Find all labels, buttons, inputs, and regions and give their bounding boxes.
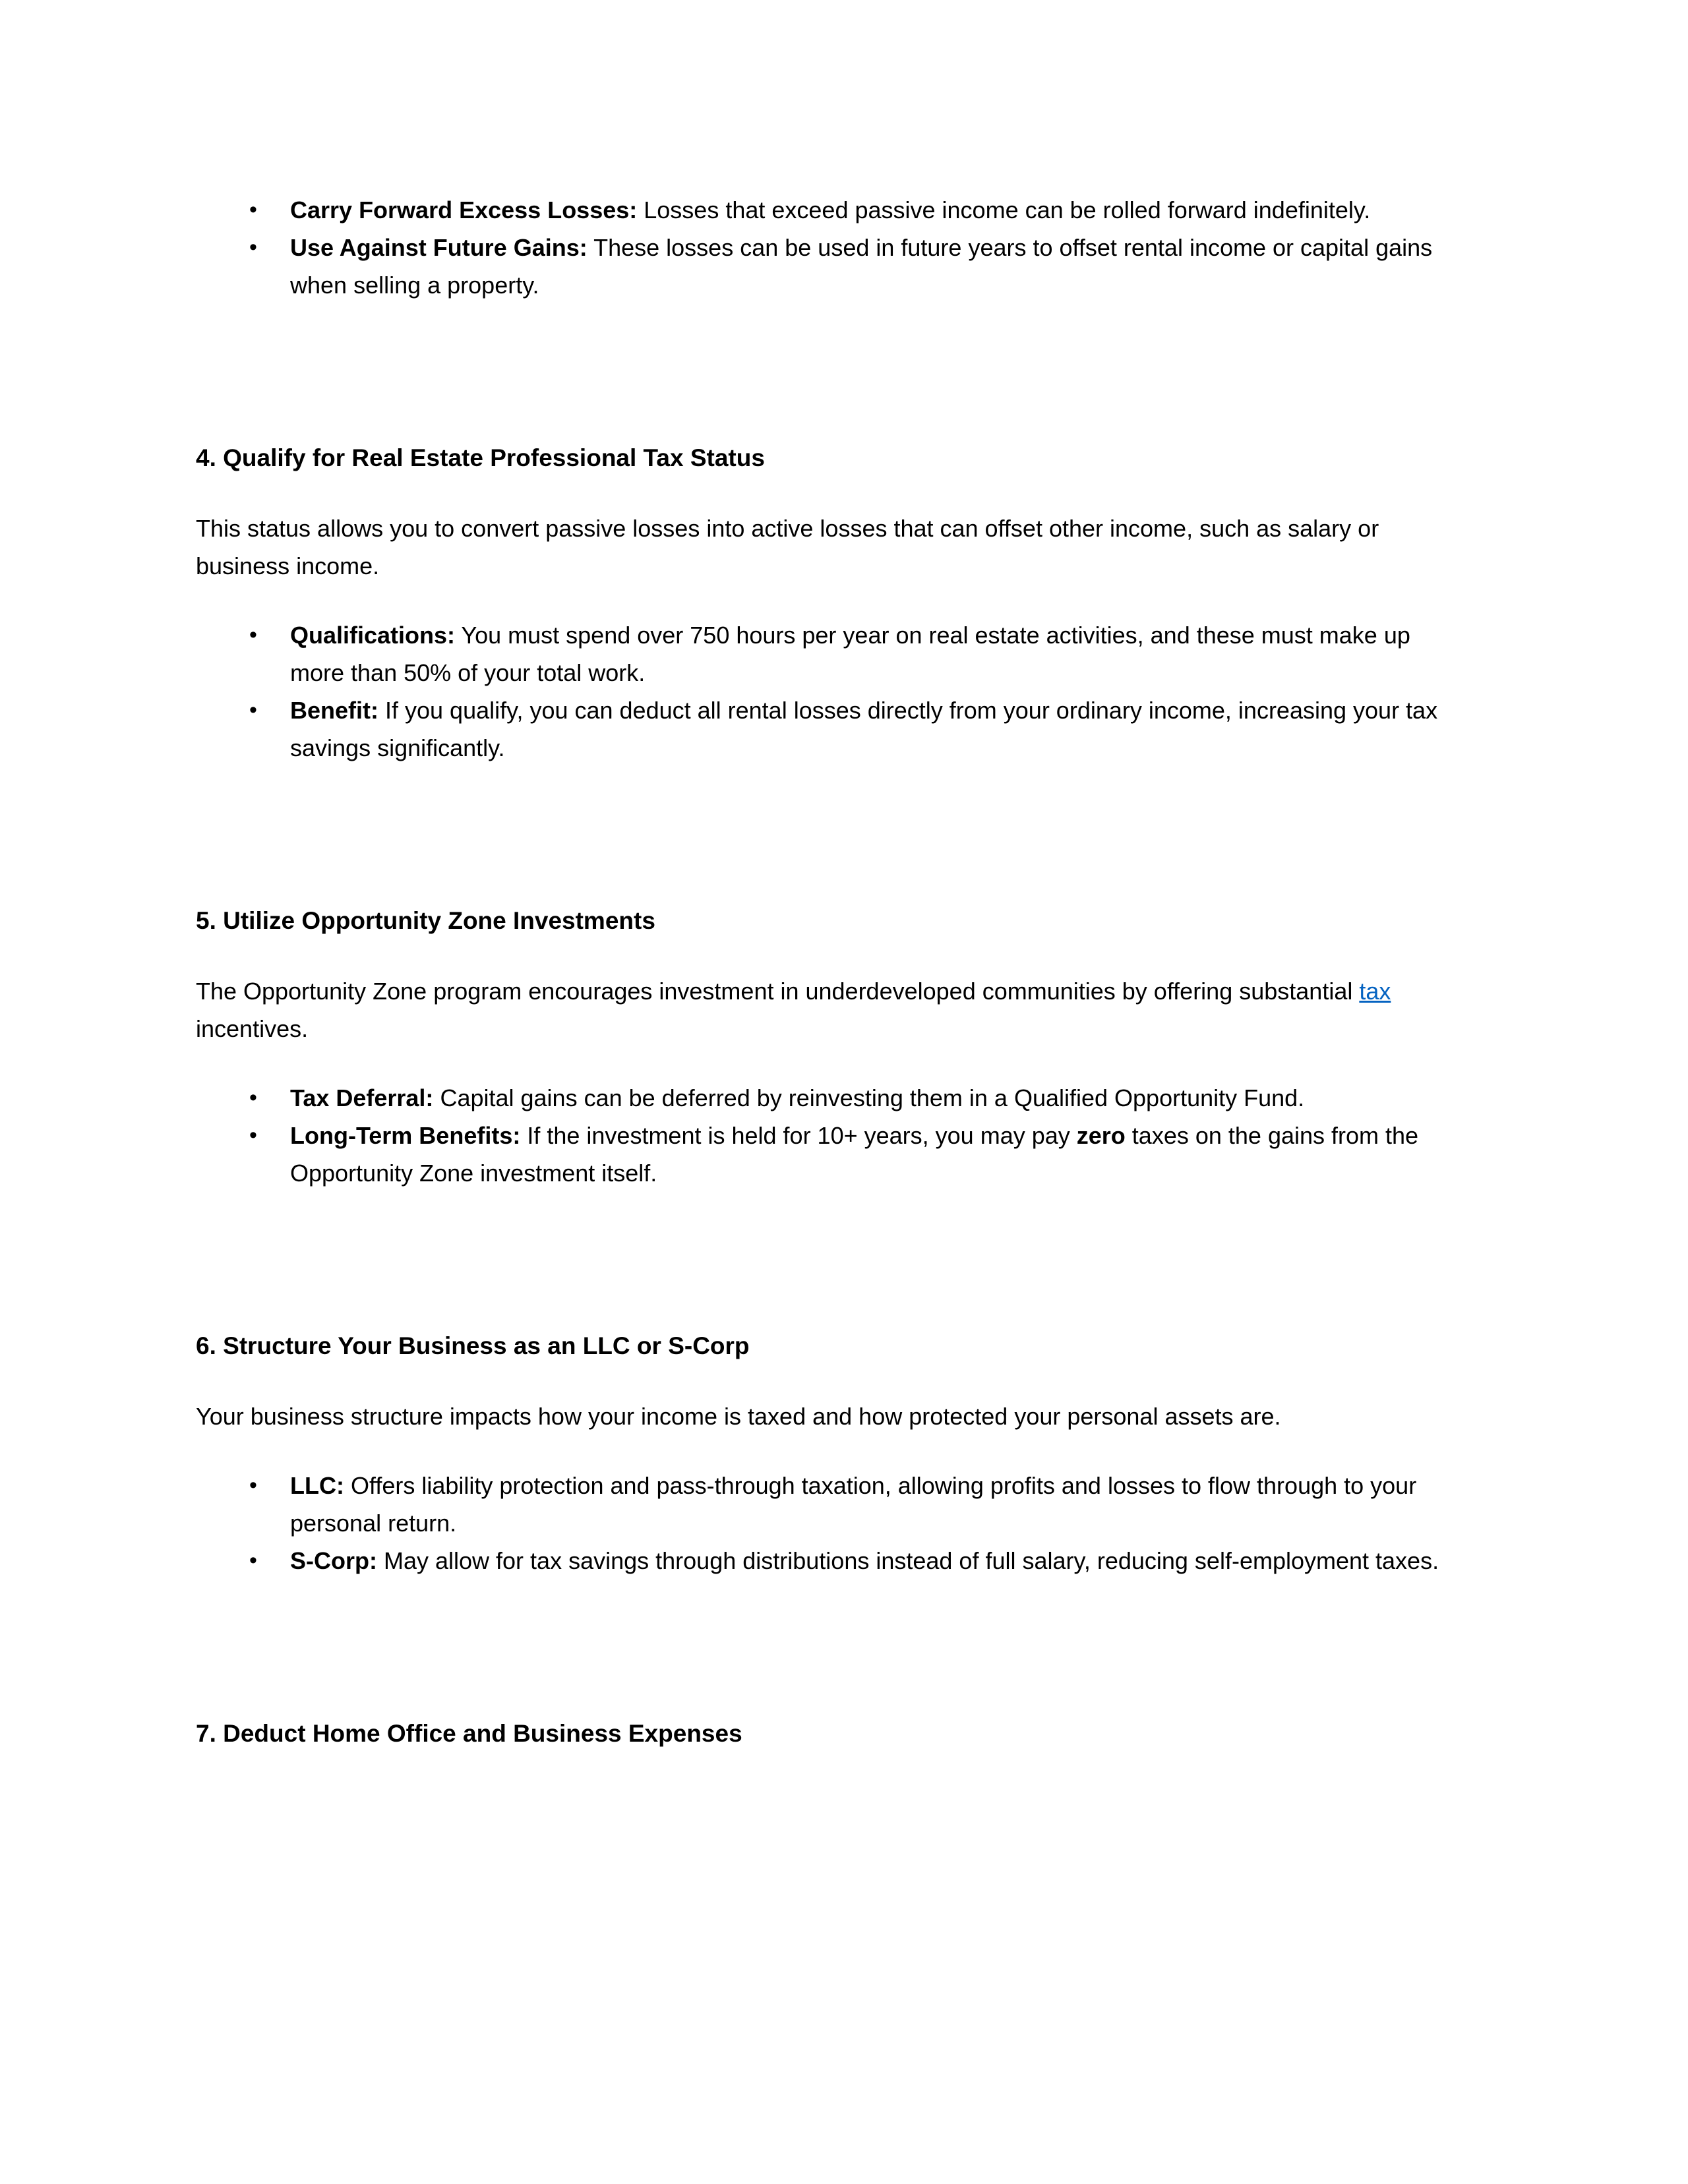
paragraph-text: incentives. bbox=[196, 1015, 309, 1042]
bullet-label: Carry Forward Excess Losses: bbox=[290, 196, 638, 223]
bullet-text: You must spend over 750 hours per year on real estate activities, and these must make up more than 50% of your total work. bbox=[290, 622, 1410, 686]
bullet-label: Tax Deferral: bbox=[290, 1084, 434, 1111]
bullet-label: Long-Term Benefits: bbox=[290, 1122, 521, 1149]
bullet-text: These losses can be used in future years to offset rental income or capital gains when selling a property. bbox=[290, 234, 1433, 299]
section-heading-5: 5. Utilize Opportunity Zone Investments bbox=[196, 907, 655, 934]
list-item bbox=[290, 1117, 1444, 1192]
list-item bbox=[290, 1542, 1444, 1579]
section-bullet-list-5 bbox=[196, 1079, 1444, 1192]
section-paragraph-6: Your business structure impacts how your income is taxed and how protected your personal assets are. bbox=[196, 1403, 1281, 1430]
section-heading-6: 6. Structure Your Business as an LLC or S-Corp bbox=[196, 1332, 750, 1359]
section-heading-7: 7. Deduct Home Office and Business Expenses bbox=[196, 1720, 742, 1747]
tax-link[interactable]: tax bbox=[1359, 978, 1391, 1005]
section-bullet-list-4 bbox=[196, 616, 1444, 767]
bullet-text: If the investment is held for 10+ years, you may pay bbox=[520, 1122, 1077, 1149]
carryover-bullet-list bbox=[196, 191, 1444, 304]
bullet-label: S-Corp: bbox=[290, 1547, 377, 1574]
list-item bbox=[290, 191, 1444, 229]
section-bullet-list-6 bbox=[196, 1467, 1444, 1579]
list-item bbox=[290, 692, 1444, 767]
list-item bbox=[290, 1467, 1444, 1542]
bullet-label: Use Against Future Gains: bbox=[290, 234, 588, 261]
section-paragraph-5 bbox=[196, 972, 1444, 1048]
bullet-text: If you qualify, you can deduct all rental losses directly from your ordinary income, increasing your tax savings significantly. bbox=[290, 697, 1438, 761]
bullet-emphasis: zero bbox=[1076, 1122, 1126, 1149]
paragraph-text: The Opportunity Zone program encourages investment in underdeveloped communities by offering substantial bbox=[196, 978, 1360, 1005]
bullet-text: Offers liability protection and pass-through taxation, allowing profits and losses to flow through to your personal return. bbox=[290, 1472, 1417, 1537]
list-item bbox=[290, 616, 1444, 692]
bullet-text: Losses that exceed passive income can be rolled forward indefinitely. bbox=[637, 196, 1371, 223]
bullet-text: Capital gains can be deferred by reinvesting them in a Qualified Opportunity Fund. bbox=[433, 1084, 1305, 1111]
bullet-label: Benefit: bbox=[290, 697, 378, 724]
bullet-label: LLC: bbox=[290, 1472, 344, 1499]
list-item bbox=[290, 1079, 1444, 1117]
bullet-text: taxes on the gains from the Opportunity Zone investment itself. bbox=[290, 1122, 1419, 1187]
bullet-text: May allow for tax savings through distributions instead of full salary, reducing self-employment taxes. bbox=[377, 1547, 1439, 1574]
bullet-label: Qualifications: bbox=[290, 622, 456, 649]
section-paragraph-4: This status allows you to convert passive losses into active losses that can offset other income, such as salary or business income. bbox=[196, 515, 1379, 579]
section-heading-4: 4. Qualify for Real Estate Professional Tax Status bbox=[196, 444, 765, 471]
list-item bbox=[290, 229, 1444, 304]
